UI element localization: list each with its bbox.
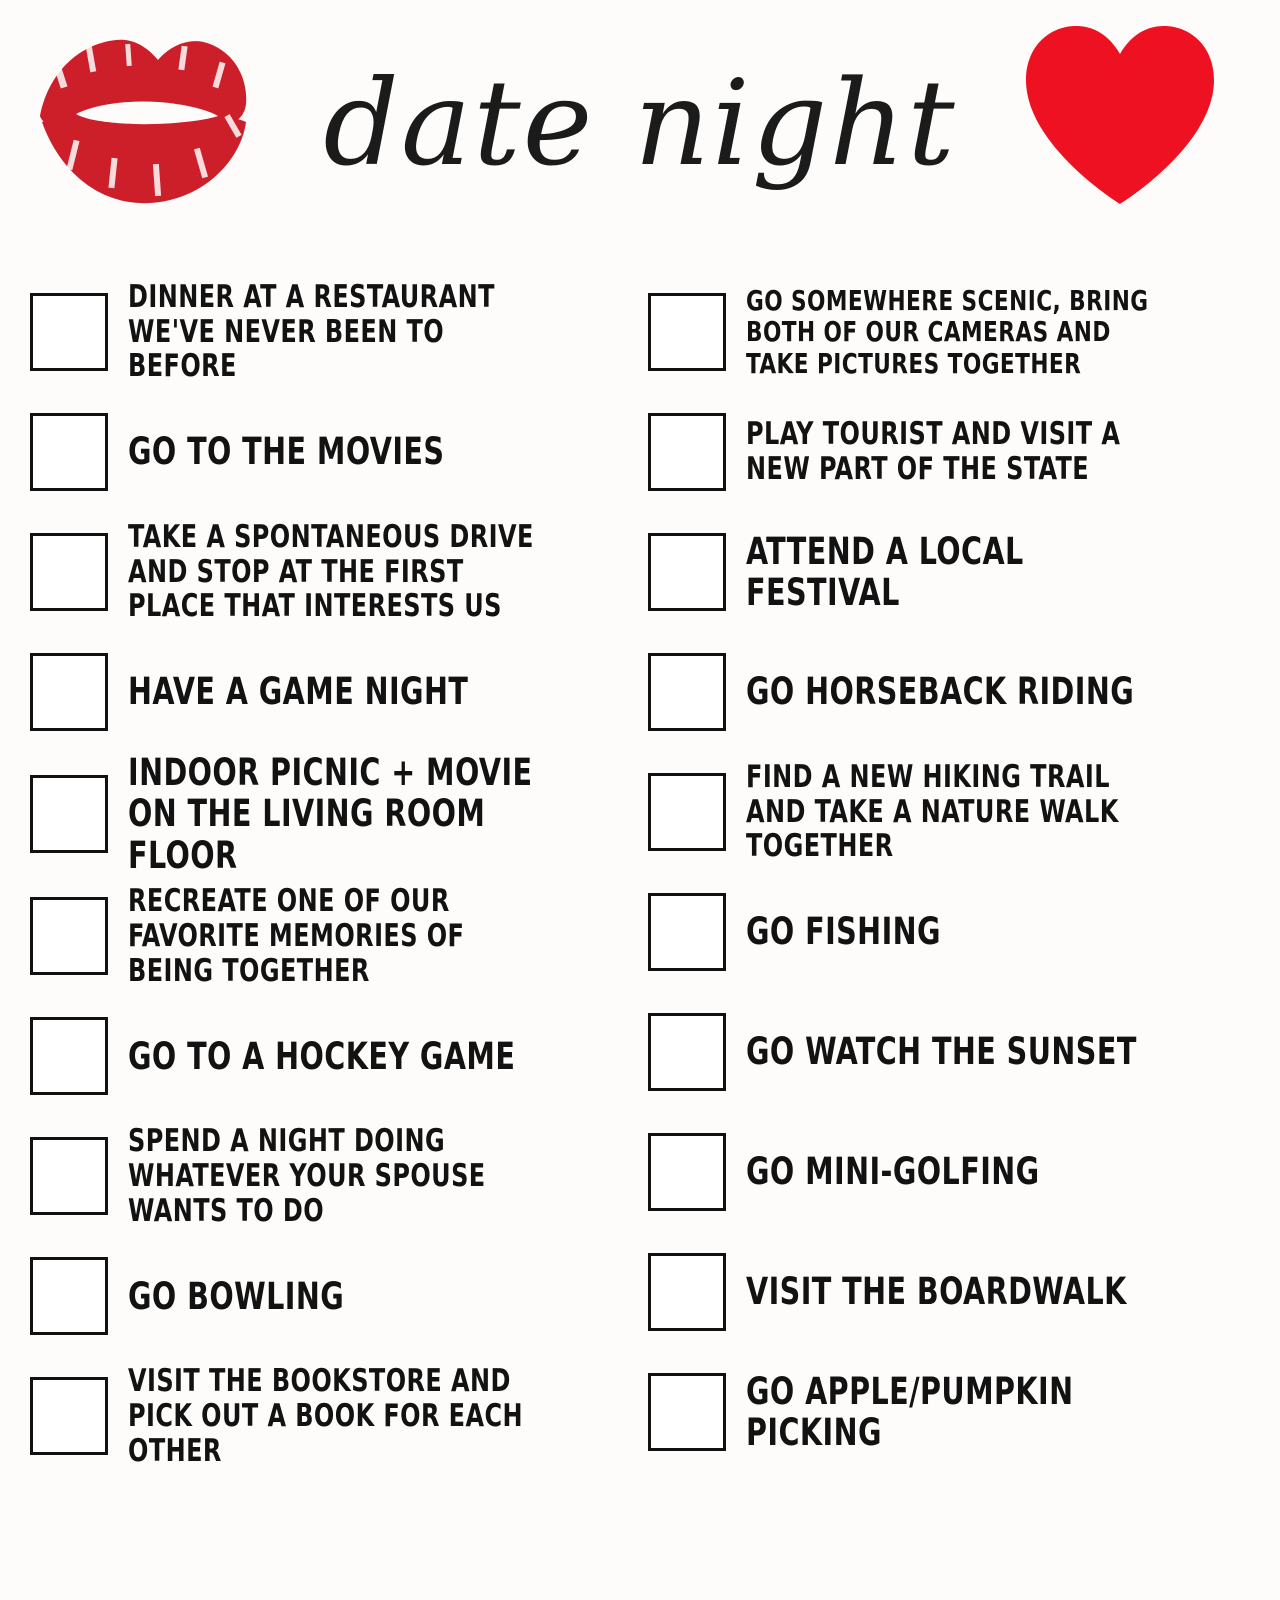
checklist-item[interactable] bbox=[30, 876, 622, 996]
checklist-item-label: GO HORSEBACK RIDING bbox=[746, 670, 1135, 714]
checkbox[interactable] bbox=[30, 1017, 108, 1095]
checkbox[interactable] bbox=[648, 293, 726, 371]
checkbox[interactable] bbox=[648, 893, 726, 971]
checklist-item[interactable] bbox=[648, 272, 1240, 392]
checklist-item-label: VISIT THE BOARDWALK bbox=[746, 1270, 1127, 1314]
checkbox[interactable] bbox=[30, 1137, 108, 1215]
checklist-column-right bbox=[640, 272, 1280, 1476]
checklist-item-label: HAVE A GAME NIGHT bbox=[128, 670, 469, 714]
checklist-item[interactable] bbox=[30, 1116, 622, 1236]
checklist-item-label: ATTEND A LOCAL FESTIVAL bbox=[746, 529, 1024, 614]
checklist-item[interactable] bbox=[30, 752, 622, 876]
checklist-item[interactable] bbox=[30, 632, 622, 752]
checklist-item[interactable] bbox=[648, 1232, 1240, 1352]
checkbox[interactable] bbox=[648, 1373, 726, 1451]
checklist-item[interactable] bbox=[648, 872, 1240, 992]
checkbox[interactable] bbox=[648, 1013, 726, 1091]
checkbox[interactable] bbox=[30, 897, 108, 975]
checkbox[interactable] bbox=[648, 533, 726, 611]
checklist-item-label: VISIT THE BOOKSTORE AND PICK OUT A BOOK FOR EACH OTHER bbox=[128, 1363, 524, 1469]
checklist-item-label: GO APPLE/PUMPKIN PICKING bbox=[746, 1369, 1074, 1454]
checklist-item-label: GO BOWLING bbox=[128, 1274, 345, 1318]
heart-icon bbox=[1020, 22, 1220, 207]
checkbox[interactable] bbox=[30, 1257, 108, 1335]
checklist-item-label: GO WATCH THE SUNSET bbox=[746, 1030, 1137, 1074]
checklist-item-label: GO MINI-GOLFING bbox=[746, 1150, 1040, 1194]
page-title: date night bbox=[323, 54, 957, 192]
checkbox[interactable] bbox=[648, 773, 726, 851]
checkbox[interactable] bbox=[648, 413, 726, 491]
checklist-item[interactable] bbox=[648, 992, 1240, 1112]
checklist-item[interactable] bbox=[30, 392, 622, 512]
checkbox[interactable] bbox=[30, 293, 108, 371]
checklist-item-label: GO FISHING bbox=[746, 910, 941, 954]
checklist-column-left bbox=[0, 272, 640, 1476]
header bbox=[0, 0, 1280, 250]
checkbox[interactable] bbox=[648, 1253, 726, 1331]
checklist-item-label: SPEND A NIGHT DOING WHATEVER YOUR SPOUSE WANTS TO DO bbox=[128, 1123, 486, 1229]
checkbox[interactable] bbox=[30, 413, 108, 491]
checklist-item[interactable] bbox=[30, 272, 622, 392]
checklist-item-label: RECREATE ONE OF OUR FAVORITE MEMORIES OF BEING TOGETHER bbox=[128, 883, 465, 989]
checklist-item-label: GO TO THE MOVIES bbox=[128, 430, 445, 474]
checklist-item[interactable] bbox=[648, 752, 1240, 872]
checklist-item-label: INDOOR PICNIC + MOVIE ON THE LIVING ROOM FLOOR bbox=[128, 751, 533, 877]
checkbox[interactable] bbox=[648, 1133, 726, 1211]
checkbox[interactable] bbox=[648, 653, 726, 731]
checklist-item[interactable] bbox=[648, 632, 1240, 752]
checklist-item[interactable] bbox=[648, 1112, 1240, 1232]
checklist-item[interactable] bbox=[648, 392, 1240, 512]
checklist-item-label: PLAY TOURIST AND VISIT A NEW PART OF THE STATE bbox=[746, 416, 1121, 487]
checkbox[interactable] bbox=[30, 533, 108, 611]
checkbox[interactable] bbox=[30, 775, 108, 853]
checkbox[interactable] bbox=[30, 1377, 108, 1455]
checklist bbox=[0, 272, 1280, 1476]
checklist-item-label: TAKE A SPONTANEOUS DRIVE AND STOP AT THE FIRST PLACE THAT INTERESTS US bbox=[128, 518, 534, 625]
checklist-item[interactable] bbox=[648, 1352, 1240, 1472]
checklist-item-label: FIND A NEW HIKING TRAIL AND TAKE A NATURE WALK TOGETHER bbox=[746, 758, 1119, 865]
checklist-item-label: DINNER AT A RESTAURANT WE'VE NEVER BEEN TO BEFORE bbox=[128, 278, 495, 385]
checklist-item[interactable] bbox=[30, 512, 622, 632]
checklist-item[interactable] bbox=[30, 996, 622, 1116]
checklist-item[interactable] bbox=[648, 512, 1240, 632]
checklist-item[interactable] bbox=[30, 1236, 622, 1356]
checkbox[interactable] bbox=[30, 653, 108, 731]
checklist-item-label: GO TO A HOCKEY GAME bbox=[128, 1034, 516, 1078]
checklist-item[interactable] bbox=[30, 1356, 622, 1476]
checklist-item-label: GO SOMEWHERE SCENIC, BRING BOTH OF OUR CAMERAS AND TAKE PICTURES TOGETHER bbox=[746, 283, 1149, 380]
lips-icon bbox=[30, 18, 260, 218]
